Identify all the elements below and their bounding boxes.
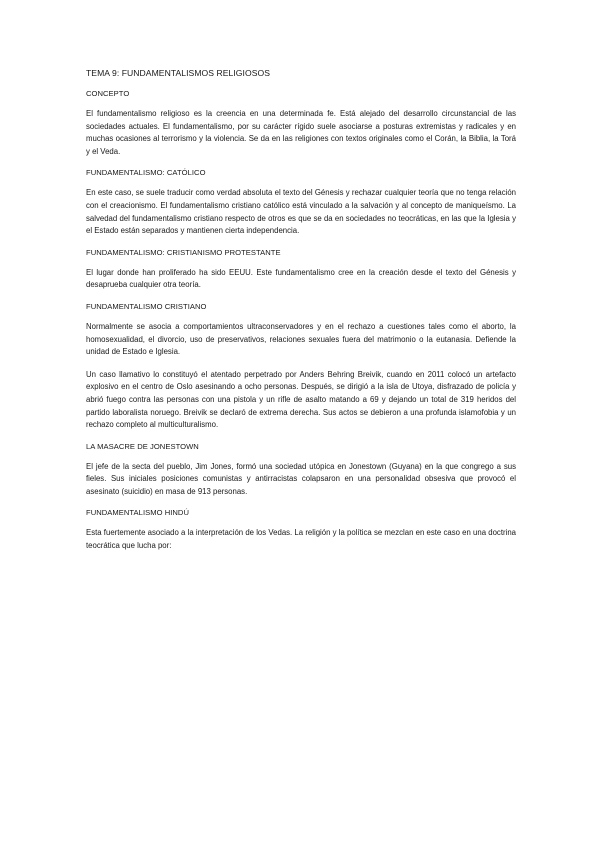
section-heading-catolico: FUNDAMENTALISMO: CATÓLICO <box>86 168 206 178</box>
section-heading-jonestown: LA MASACRE DE JONESTOWN <box>86 441 199 451</box>
section-heading-hindu: FUNDAMENTALISMO HINDÚ <box>86 508 190 518</box>
section-heading-cristiano: FUNDAMENTALISMO CRISTIANO <box>86 301 207 311</box>
paragraph-concepto: El fundamentalismo religioso es la creencia en una determinada fe. Está alejado del desarrollo circunstancial de las sociedades actuales. El fundamentalismo, por su carácter rígido suele asociarse a posturas extremistas y radicales y en muchas ocasiones al terrorismo y la violencia. Se da en las religiones con textos originales como el Corán, la Biblia, la Torá y el Veda. <box>86 109 516 156</box>
paragraph-hindu: Esta fuertemente asociado a la interpretación de los Vedas. La religión y la política se mezclan en este caso en una doctrina teocrática que lucha por: <box>86 528 516 551</box>
document-page <box>86 68 516 563</box>
section-heading-protestante: FUNDAMENTALISMO: CRISTIANISMO PROTESTANTE <box>86 247 281 257</box>
document-title: TEMA 9: FUNDAMENTALISMOS RELIGIOSOS <box>86 68 271 78</box>
section-heading-concepto: CONCEPTO <box>86 89 130 98</box>
paragraph-cristiano-2: Un caso llamativo lo constituyó el atentado perpetrado por Anders Behring Breivik, cuando en 2011 colocó un artefacto explosivo en el centro de Oslo asesinando a ocho personas. Después, se dirigió a la isla de Utoya, disfrazado de policía y abrió fuego contra las personas con una pistola y un rifle de asalto matando a 69 y dejando un total de 319 heridos del partido laboralista noruego. Breivik se declaró de extrema derecha. Sus actos se debieron a una profunda islamofobia y un rechazo completo al multiculturalismo. <box>86 369 516 430</box>
paragraph-catolico: En este caso, se suele traducir como verdad absoluta el texto del Génesis y rechazar cualquier teoría que no tenga relación con el creacionismo. El fundamentalismo cristiano católico está vinculado a la salvación y al concepto de maniqueísmo. La salvedad del fundamentalismo cristiano respecto de otros es que se da en sociedades no teocráticas, en las que la Iglesia y el Estado están separados y mantienen cierta independencia. <box>86 188 516 236</box>
paragraph-protestante: El lugar donde han proliferado ha sido EEUU. Este fundamentalismo cree en la creación desde el texto del Génesis y desaprueba cualquier otra teoría. <box>86 267 516 290</box>
paragraph-cristiano-1: Normalmente se asocia a comportamientos ultraconservadores y en el rechazo a cuestiones tales como el aborto, la homosexualidad, el divorcio, uso de preservativos, relaciones sexuales fuera del matrimonio o la eutanasia. Defiende la unidad de Estado e Iglesia. <box>86 321 516 357</box>
paragraph-jonestown: El jefe de la secta del pueblo, Jim Jones, formó una sociedad utópica en Jonestown (Guyana) en la que congrego a sus fieles. Sus iniciales posiciones comunistas y antirracistas colapsaron en una personalidad obsesiva que provocó el asesinato (suicidio) en masa de 913 personas. <box>86 461 516 496</box>
